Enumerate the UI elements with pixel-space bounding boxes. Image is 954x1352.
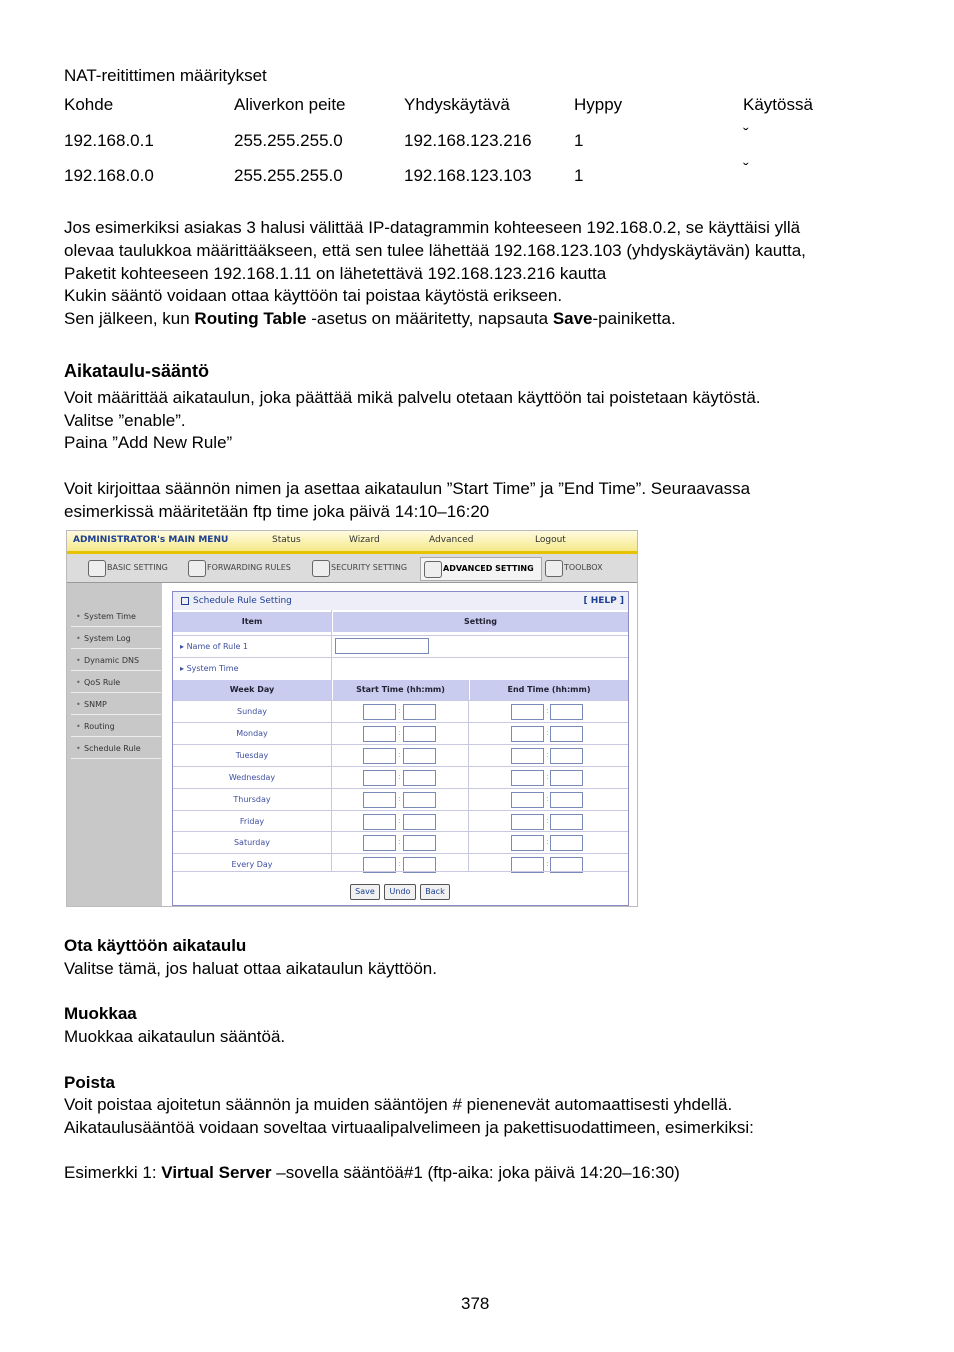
time-separator: : bbox=[398, 771, 401, 781]
menu-advanced[interactable]: Advanced bbox=[429, 535, 474, 545]
paragraph-line: esimerkissä määritetään ftp time joka päivä 14:10–16:20 bbox=[64, 502, 490, 521]
table-cell: 192.168.123.103 bbox=[404, 166, 532, 185]
day-row bbox=[173, 744, 628, 766]
tab-bar bbox=[67, 554, 637, 583]
start-hour-input[interactable] bbox=[363, 770, 396, 786]
end-hour-input[interactable] bbox=[511, 726, 544, 742]
section-title: Aikataulu-sääntö bbox=[64, 361, 210, 381]
day-label: Wednesday bbox=[228, 772, 276, 782]
menu-logout[interactable]: Logout bbox=[535, 535, 566, 545]
basic-setting-icon bbox=[88, 560, 106, 577]
time-separator: : bbox=[398, 837, 401, 847]
end-minute-input[interactable] bbox=[550, 770, 583, 786]
time-separator: : bbox=[546, 837, 549, 847]
col-header: Käytössä bbox=[743, 95, 813, 114]
start-minute-input[interactable] bbox=[403, 726, 436, 742]
end-hour-input[interactable] bbox=[511, 792, 544, 808]
help-link[interactable]: [ HELP ] bbox=[583, 596, 624, 606]
day-row bbox=[173, 766, 628, 788]
time-separator: : bbox=[546, 706, 549, 715]
example-line: Esimerkki 1: Virtual Server –sovella sääntöä#1 (ftp-aika: joka päivä 14:20–16:30) bbox=[64, 1163, 680, 1182]
schedule-rule-panel bbox=[172, 591, 629, 906]
end-hour-input[interactable] bbox=[511, 704, 544, 720]
day-label: Every Day bbox=[231, 860, 273, 870]
paragraph-line: Voit kirjoittaa säännön nimen ja asettaa aikataulun ”Start Time” ja ”End Time”. Seuraavassa bbox=[64, 479, 751, 498]
col-header: Aliverkon peite bbox=[234, 95, 346, 114]
table-cell: 255.255.255.0 bbox=[234, 131, 343, 150]
table-cell: 1 bbox=[574, 131, 584, 150]
paragraph-line: Jos esimerkiksi asiakas 3 halusi välittää IP-datagrammin kohteeseen 192.168.0.2, se käyttäisi yllä bbox=[64, 218, 801, 237]
start-hour-input[interactable] bbox=[363, 748, 396, 764]
paragraph-line: Paketit kohteeseen 192.168.1.11 on lähetettävä 192.168.123.216 kautta bbox=[64, 264, 607, 283]
end-minute-input[interactable] bbox=[550, 814, 583, 830]
end-hour-input[interactable] bbox=[511, 770, 544, 786]
security-icon bbox=[312, 560, 330, 577]
tab-forwarding-rules[interactable]: FORWARDING RULES bbox=[185, 557, 291, 579]
col-item: Item bbox=[173, 612, 331, 632]
tab-security-setting[interactable]: SECURITY SETTING bbox=[309, 557, 407, 579]
forwarding-icon bbox=[188, 560, 206, 577]
col-header: Yhdyskäytävä bbox=[404, 95, 510, 114]
tab-basic-setting[interactable]: BASIC SETTING bbox=[85, 557, 168, 579]
end-minute-input[interactable] bbox=[550, 726, 583, 742]
time-separator: : bbox=[398, 815, 401, 825]
paragraph-line: Valitse ”enable”. bbox=[64, 411, 186, 430]
delete-title: Poista bbox=[64, 1073, 116, 1092]
table-cell: 192.168.0.0 bbox=[64, 166, 154, 185]
sidebar-item-dynamic-dns[interactable]: • Dynamic DNS bbox=[71, 651, 161, 671]
end-minute-input[interactable] bbox=[550, 835, 583, 851]
col-setting: Setting bbox=[333, 612, 628, 632]
paragraph-line: Kukin sääntö voidaan ottaa käyttöön tai poistaa käytöstä erikseen. bbox=[64, 286, 563, 305]
table-cell: 192.168.123.216 bbox=[404, 131, 532, 150]
undo-button[interactable]: Undo bbox=[384, 884, 416, 900]
start-hour-input[interactable] bbox=[363, 792, 396, 808]
end-hour-input[interactable] bbox=[511, 748, 544, 764]
back-button[interactable]: Back bbox=[420, 884, 450, 900]
enable-text: Valitse tämä, jos haluat ottaa aikataulun käyttöön. bbox=[64, 959, 437, 978]
tab-advanced-setting[interactable]: ADVANCED SETTING bbox=[420, 557, 542, 581]
end-minute-input[interactable] bbox=[550, 704, 583, 720]
divider bbox=[173, 871, 628, 872]
sidebar-item-qos-rule[interactable]: • QoS Rule bbox=[71, 673, 161, 693]
top-menu-bar bbox=[67, 531, 637, 554]
rule-name-row bbox=[173, 635, 628, 657]
day-label: Monday bbox=[236, 728, 268, 738]
end-minute-input[interactable] bbox=[550, 792, 583, 808]
day-label: Thursday bbox=[233, 794, 271, 804]
save-button[interactable]: Save bbox=[350, 884, 380, 900]
system-time-label: ▸ System Time bbox=[180, 664, 239, 673]
col-end-time: End Time (hh:mm) bbox=[470, 680, 628, 700]
menu-admin[interactable]: ADMINISTRATOR's MAIN MENU bbox=[73, 535, 229, 545]
delete-text: Aikataulusääntöä voidaan soveltaa virtuaalipalvelimeen ja pakettisuodattimeen, esimerkiksi: bbox=[64, 1118, 754, 1137]
time-separator: : bbox=[398, 706, 401, 715]
start-minute-input[interactable] bbox=[403, 748, 436, 764]
col-week-day: Week Day bbox=[173, 680, 331, 700]
end-hour-input[interactable] bbox=[511, 835, 544, 851]
start-minute-input[interactable] bbox=[403, 704, 436, 720]
start-minute-input[interactable] bbox=[403, 770, 436, 786]
panel-box-icon bbox=[181, 597, 189, 605]
enable-title: Ota käyttöön aikataulu bbox=[64, 936, 247, 955]
paragraph-line: Paina ”Add New Rule” bbox=[64, 433, 233, 452]
paragraph-line: Sen jälkeen, kun Routing Table -asetus on määritetty, napsauta Save-painiketta. bbox=[64, 309, 676, 328]
sidebar-item-routing[interactable]: • Routing bbox=[71, 717, 161, 737]
day-label: Sunday bbox=[237, 707, 267, 716]
paragraph-line: olevaa taulukkoa määrittääkseen, että sen tulee lähettää 192.168.123.103 (yhdyskäytävän) kautta, bbox=[64, 241, 806, 260]
time-separator: : bbox=[398, 749, 401, 759]
delete-text: Voit poistaa ajoitetun säännön ja muiden sääntöjen # pienenevät automaattisesti yhdellä. bbox=[64, 1095, 733, 1114]
router-screenshot bbox=[66, 530, 638, 907]
time-separator: : bbox=[398, 859, 401, 869]
table-cell: 255.255.255.0 bbox=[234, 166, 343, 185]
sidebar-item-system-time[interactable]: • System Time bbox=[71, 607, 161, 627]
table-cell: 192.168.0.1 bbox=[64, 131, 154, 150]
col-header: Hyppy bbox=[574, 95, 623, 114]
page-number: 378 bbox=[461, 1294, 490, 1313]
system-time-row bbox=[173, 657, 628, 679]
rule-name-input[interactable] bbox=[335, 638, 429, 654]
time-separator: : bbox=[546, 815, 549, 825]
day-row bbox=[173, 700, 628, 722]
paragraph-line: Voit määrittää aikataulun, joka päättää mikä palvelu otetaan käyttöön tai poistetaan käytöstä. bbox=[64, 388, 761, 407]
tab-toolbox[interactable]: TOOLBOX bbox=[542, 557, 603, 579]
day-row bbox=[173, 788, 628, 810]
start-hour-input[interactable] bbox=[363, 704, 396, 720]
table-cell: 1 bbox=[574, 166, 584, 185]
time-separator: : bbox=[546, 771, 549, 781]
col-header: Kohde bbox=[64, 95, 114, 114]
col-start-time: Start Time (hh:mm) bbox=[333, 680, 468, 700]
day-label: Friday bbox=[239, 816, 265, 826]
edit-title: Muokkaa bbox=[64, 1004, 137, 1023]
menu-status[interactable]: Status bbox=[272, 535, 301, 545]
day-row bbox=[173, 831, 628, 853]
start-hour-input[interactable] bbox=[363, 835, 396, 851]
time-separator: : bbox=[398, 727, 401, 737]
time-separator: : bbox=[546, 859, 549, 869]
sidebar bbox=[67, 583, 162, 906]
start-hour-input[interactable] bbox=[363, 726, 396, 742]
advanced-icon bbox=[424, 561, 442, 578]
nat-title: NAT-reitittimen määritykset bbox=[64, 66, 267, 85]
start-hour-input[interactable] bbox=[363, 814, 396, 830]
rule-name-label: ▸ Name of Rule 1 bbox=[180, 642, 249, 651]
day-row bbox=[173, 722, 628, 744]
time-separator: : bbox=[546, 749, 549, 759]
menu-wizard[interactable]: Wizard bbox=[349, 535, 380, 545]
time-separator: : bbox=[398, 793, 401, 803]
panel-title: Schedule Rule Setting bbox=[193, 596, 292, 606]
sidebar-item-schedule-rule[interactable]: • Schedule Rule bbox=[71, 739, 161, 759]
time-separator: : bbox=[546, 727, 549, 737]
day-label: Saturday bbox=[233, 838, 271, 848]
end-hour-input[interactable] bbox=[511, 814, 544, 830]
table-cell: ˇ bbox=[743, 125, 749, 144]
divider bbox=[331, 610, 332, 871]
edit-text: Muokkaa aikataulun sääntöä. bbox=[64, 1027, 286, 1046]
sidebar-item-system-log[interactable]: • System Log bbox=[71, 629, 161, 649]
start-minute-input[interactable] bbox=[403, 792, 436, 808]
day-label: Tuesday bbox=[235, 750, 269, 760]
end-minute-input[interactable] bbox=[550, 748, 583, 764]
start-minute-input[interactable] bbox=[403, 814, 436, 830]
toolbox-icon bbox=[545, 560, 563, 577]
divider bbox=[468, 680, 469, 871]
start-minute-input[interactable] bbox=[403, 835, 436, 851]
table-cell: ˇ bbox=[743, 160, 749, 179]
sidebar-item-snmp[interactable]: • SNMP bbox=[71, 695, 161, 715]
time-separator: : bbox=[546, 793, 549, 803]
day-row bbox=[173, 810, 628, 832]
panel-title-bar bbox=[173, 592, 628, 610]
